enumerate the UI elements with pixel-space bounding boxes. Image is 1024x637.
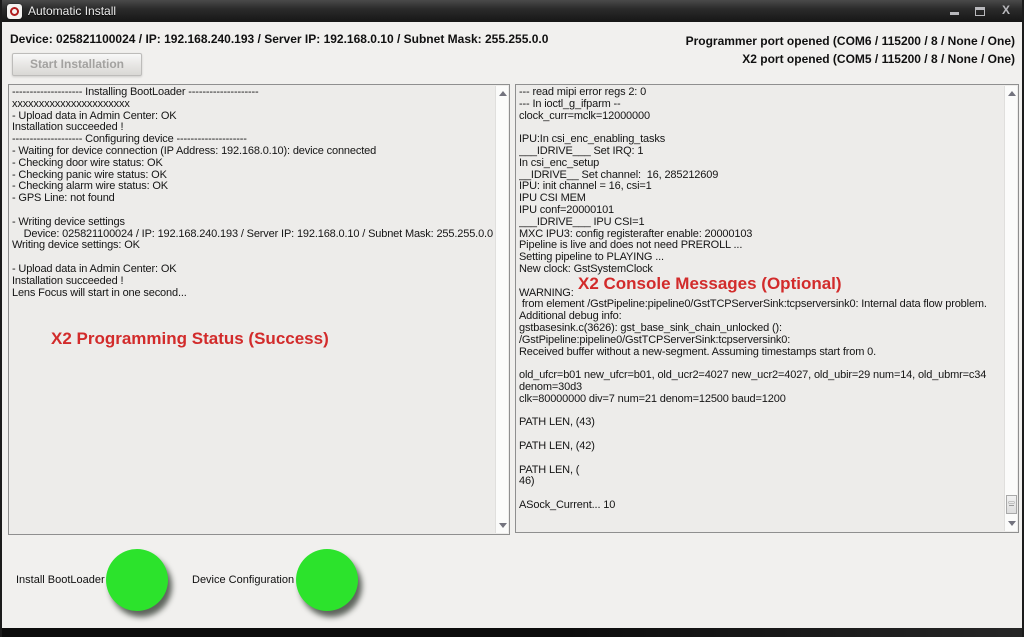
console-line: ___IDRIVE___ Set IRQ: 1 (519, 144, 644, 157)
maximize-button[interactable] (972, 3, 988, 17)
console-line: Device: 025821100024 / IP: 192.168.240.193 / Server IP: 192.168.0.10 / Subnet Mask: 255.255.0.0 (12, 227, 493, 240)
console-line: IPU:In csi_enc_enabling_tasks (519, 133, 666, 146)
programming-status-annotation: X2 Programming Status (Success) (51, 329, 329, 348)
console-line: New clock: GstSystemClock (519, 262, 653, 275)
device-info-text: Device: 025821100024 / IP: 192.168.240.193 / Server IP: 192.168.0.10 / Subnet Mask: 255.255.0.0 (10, 32, 549, 46)
console-line: denom=30d3 (519, 380, 583, 393)
console-line: Received buffer without a new-segment. Assuming timestamps start from 0. (519, 345, 877, 358)
window-bottom-border (2, 628, 1022, 637)
console-line: In csi_enc_setup (519, 156, 600, 169)
scroll-down-icon[interactable] (496, 519, 509, 532)
device-configuration-status-lamp (296, 549, 358, 611)
console-line: Setting pipeline to PLAYING ... (519, 251, 664, 264)
console-line: __IDRIVE__ Set channel: 16, 285212609 (519, 168, 719, 181)
console-line: PATH LEN, (43) (519, 416, 595, 429)
console-line: Installation succeeded ! (12, 274, 124, 287)
console-line: gstbasesink.c(3626): gst_base_sink_chain_unlocked (): (519, 321, 782, 334)
console-line: Installation succeeded ! (12, 121, 124, 134)
console-messages-log (519, 87, 1002, 530)
console-line: Lens Focus will start in one second... (12, 286, 187, 299)
maximize-icon (975, 7, 985, 16)
console-line: IPU CSI MEM (519, 192, 586, 205)
console-line: clk=80000000 div=7 num=21 denom=12500 baud=1200 (519, 392, 786, 405)
title-bar (2, 0, 1022, 22)
programming-status-panel[interactable] (8, 84, 510, 535)
console-line: - Upload data in Admin Center: OK (12, 262, 177, 275)
console-line: -------------------- Configuring device -------------------- (12, 133, 247, 146)
console-line: WARNING: (519, 286, 574, 299)
console-line: - Checking alarm wire status: OK (12, 180, 168, 193)
console-messages-panel[interactable] (515, 84, 1019, 533)
console-line: - Upload data in Admin Center: OK (12, 109, 177, 122)
console-line: ___IDRIVE___ IPU CSI=1 (519, 215, 645, 228)
console-line: IPU: init channel = 16, csi=1 (519, 180, 652, 193)
console-line (519, 453, 1002, 465)
minimize-button[interactable] (946, 3, 962, 17)
install-bootloader-status-lamp (106, 549, 168, 611)
start-installation-button[interactable]: Start Installation (12, 53, 142, 76)
scrollbar-thumb[interactable] (1006, 495, 1017, 514)
console-line: 46) (519, 475, 535, 488)
console-line: PATH LEN, ( (519, 463, 580, 476)
left-panel-scrollbar[interactable] (495, 86, 508, 533)
console-messages-annotation: X2 Console Messages (Optional) (578, 274, 842, 293)
console-line: ASock_Current... 10 (519, 498, 616, 511)
console-line: - GPS Line: not found (12, 192, 115, 205)
console-line: PATH LEN, (42) (519, 439, 595, 452)
console-line: IPU conf=20000101 (519, 203, 614, 216)
scroll-down-icon[interactable] (1005, 517, 1018, 530)
console-line: old_ufcr=b01 new_ufcr=b01, old_ucr2=4027 new_ucr2=4027, old_ubir=29 num=14, old_ubmr=c34 (519, 369, 987, 382)
console-line: - Checking door wire status: OK (12, 156, 163, 169)
console-line: xxxxxxxxxxxxxxxxxxxxxx (12, 97, 130, 110)
console-line: clock_curr=mclk=12000000 (519, 109, 650, 122)
scroll-up-icon[interactable] (496, 87, 509, 100)
device-configuration-label: Device Configuration (192, 574, 295, 586)
console-line: --- In ioctl_g_ifparm -- (519, 97, 621, 110)
console-line: -------------------- Installing BootLoader -------------------- (12, 87, 259, 98)
x2-port-status: X2 port opened (COM5 / 115200 / 8 / None / One) (742, 52, 1015, 66)
console-line: MXC IPU3: config registerafter enable: 20000103 (519, 227, 753, 240)
console-line (12, 205, 493, 217)
console-line: - Checking panic wire status: OK (12, 168, 167, 181)
install-bootloader-label: Install BootLoader (16, 574, 105, 586)
minimize-icon (950, 12, 959, 15)
close-button[interactable] (998, 3, 1014, 17)
console-line: Writing device settings: OK (12, 239, 140, 252)
programming-status-log (12, 87, 493, 532)
scroll-up-icon[interactable] (1005, 87, 1018, 100)
app-logo-icon (7, 4, 22, 19)
console-line: /GstPipeline:pipeline0/GstTCPServerSink:tcpserversink0: (519, 333, 791, 346)
console-line: Additional debug info: (519, 310, 622, 323)
programmer-port-status: Programmer port opened (COM6 / 115200 / 8 / None / One) (685, 34, 1015, 48)
console-line: - Writing device settings (12, 215, 125, 228)
right-panel-scrollbar[interactable] (1004, 86, 1017, 531)
window-title: Automatic Install (28, 4, 117, 18)
console-line: from element /GstPipeline:pipeline0/GstTCPServerSink:tcpserversink0: Internal data flow problem. (519, 298, 987, 311)
console-line: Pipeline is live and does not need PREROLL ... (519, 239, 743, 252)
console-line: - Waiting for device connection (IP Address: 192.168.0.10): device connected (12, 144, 377, 157)
console-line: --- read mipi error regs 2: 0 (519, 87, 647, 98)
close-icon: X (1001, 3, 1010, 17)
